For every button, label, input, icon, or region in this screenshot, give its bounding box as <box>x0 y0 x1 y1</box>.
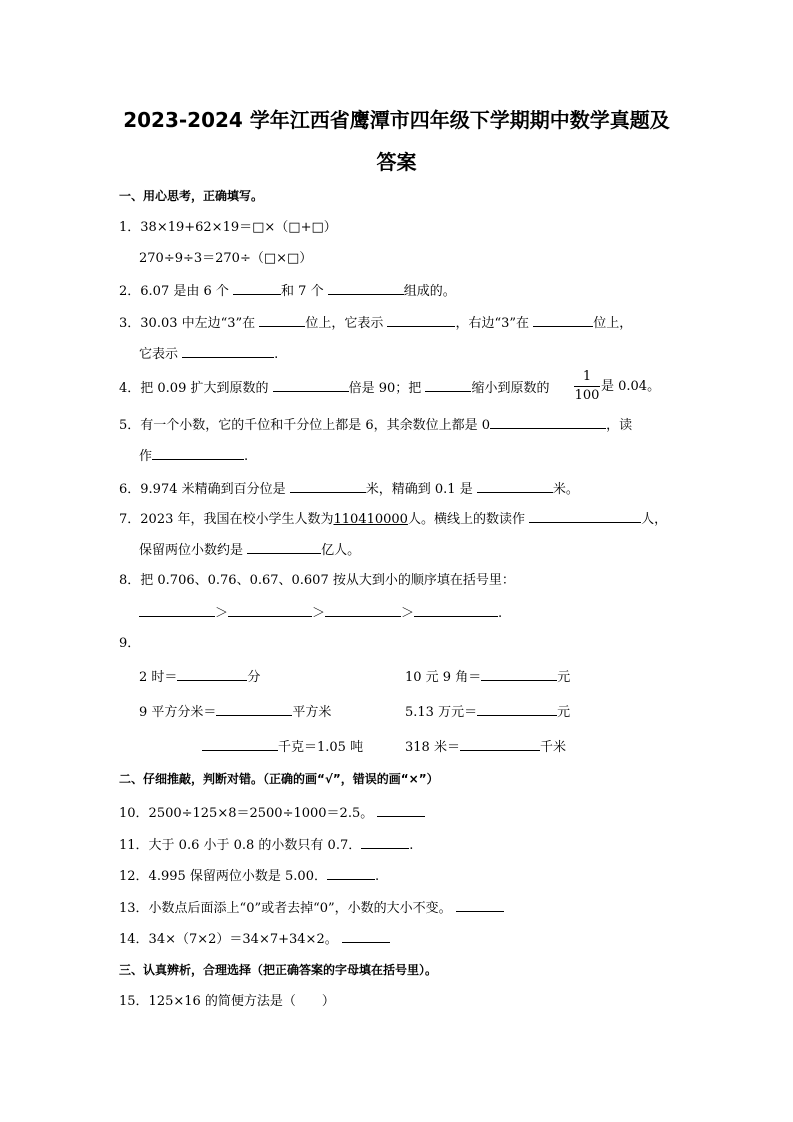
section-2-heading: 二、仔细推敲，判断对错。（正确的画“√”，错误的画“×”） <box>119 772 439 786</box>
q2 <box>119 282 456 300</box>
doc-title-line2: 答案 <box>376 150 417 174</box>
q9-r1-text-c: 10 元 9 角＝ <box>405 670 482 685</box>
q12-blank[interactable] <box>327 867 375 880</box>
q9-r2-text-d: 元 <box>557 705 571 720</box>
q10 <box>119 804 425 822</box>
q9-row2-right <box>405 703 570 721</box>
q3-line2 <box>139 345 278 363</box>
section-3-heading: 三、认真辨析，合理选择（把正确答案的字母填在括号里）。 <box>119 963 438 977</box>
q2-text-c: 组成的。 <box>403 284 456 299</box>
q9-row1-right <box>405 668 570 686</box>
q6-blank-1[interactable] <box>290 480 366 493</box>
q9-r2-text-b: 平方米 <box>292 705 332 720</box>
q2-blank-2[interactable] <box>328 282 404 295</box>
q9-r3-text-b: 千克＝1.05 吨 <box>278 740 364 755</box>
q9-blank-1[interactable] <box>177 668 247 681</box>
q1-line1: 1．38×19+62×19＝□×（□+□） <box>119 220 337 235</box>
q10-text: 10．2500÷125×8＝2500÷1000＝2.5。 <box>119 806 374 821</box>
q8-line2 <box>139 604 502 622</box>
q4-fraction-denominator: 100 <box>574 388 600 403</box>
q5-line2 <box>139 447 248 465</box>
q9-row1-left <box>139 668 260 686</box>
q12-text: 12．4.995 保留两位小数是 5.00． <box>119 869 327 884</box>
q5-blank-2[interactable] <box>152 447 244 460</box>
q11-text: 11．大于 0.6 小于 0.8 的小数只有 0.7． <box>119 838 362 853</box>
q8-blank-4[interactable] <box>414 604 498 617</box>
q9-r2-text-c: 5.13 万元＝ <box>405 705 478 720</box>
q7-blank-2[interactable] <box>247 541 321 554</box>
q13-text: 13．小数点后面添上“0”或者去掉“0”，小数的大小不变。 <box>119 901 452 916</box>
q7-blank-1[interactable] <box>529 510 641 523</box>
q4 <box>119 379 549 397</box>
q13 <box>119 899 504 917</box>
q2-text-b: 和 7 个 <box>281 284 324 299</box>
q9-blank-5[interactable] <box>202 738 278 751</box>
q5-text-b: ，读 <box>606 418 633 433</box>
q11-end: . <box>409 838 414 853</box>
q3-blank-1[interactable] <box>259 314 305 327</box>
q9-r2-text-a: 9 平方分米＝ <box>139 705 217 720</box>
q8-end: . <box>498 606 503 621</box>
q7-text-e: 亿人。 <box>321 543 361 558</box>
q4-fraction <box>574 370 600 403</box>
q9-r3-text-d: 千米 <box>539 740 566 755</box>
q11-blank[interactable] <box>361 836 409 849</box>
q9-r1-text-d: 元 <box>557 670 571 685</box>
q9-blank-6[interactable] <box>460 738 540 751</box>
q4-fraction-bar <box>574 386 600 387</box>
q14-text: 14．34×（7×2）＝34×7+34×2。 <box>119 932 338 947</box>
q5-text-d: . <box>244 449 249 464</box>
q7-underlined-number: 110410000 <box>333 512 408 527</box>
q8-blank-1[interactable] <box>139 604 215 617</box>
q4-text-a: 4．把 0.09 扩大到原数的 <box>119 381 269 396</box>
q3-text-c: ，右边“3”在 <box>455 316 530 331</box>
q3-line1 <box>119 314 632 332</box>
q3-text-a: 3．30.03 中左边“3”在 <box>119 316 256 331</box>
q9-r1-text-b: 分 <box>247 670 261 685</box>
q7-line2 <box>139 541 360 559</box>
q14 <box>119 930 390 948</box>
q3-text-e: 它表示 <box>139 347 179 362</box>
q6 <box>119 480 579 498</box>
q12 <box>119 867 379 885</box>
q12-end: . <box>374 869 380 884</box>
q8-gt-2: ＞ <box>312 606 326 621</box>
q5-text-a: 5．有一个小数，它的千位和千分位上都是 6，其余数位上都是 0 <box>119 418 491 433</box>
q5-line1 <box>119 416 632 434</box>
q11 <box>119 836 413 854</box>
q7-text-c: 人， <box>641 512 668 527</box>
q9-number: 9． <box>119 636 141 651</box>
q3-blank-4[interactable] <box>182 345 274 358</box>
q8-blank-3[interactable] <box>325 604 401 617</box>
q6-text-c: 米。 <box>552 482 579 497</box>
q8-gt-3: ＞ <box>401 606 415 621</box>
q10-blank[interactable] <box>377 804 425 817</box>
q7-line1 <box>119 510 667 528</box>
q14-blank[interactable] <box>342 930 390 943</box>
q8-blank-2[interactable] <box>228 604 312 617</box>
q7-text-d: 保留两位小数约是 <box>139 543 244 558</box>
q4-text-b: 倍是 90；把 <box>348 381 422 396</box>
q9-blank-3[interactable] <box>216 703 292 716</box>
q8-gt-1: ＞ <box>215 606 229 621</box>
q4-text-d: 是 0.04。 <box>601 379 661 394</box>
q4-blank-2[interactable] <box>425 379 471 392</box>
q13-blank[interactable] <box>456 899 504 912</box>
q3-blank-2[interactable] <box>387 314 455 327</box>
q15: 15．125×16 的简便方法是（ ） <box>119 994 335 1009</box>
q4-fraction-numerator: 1 <box>582 369 592 384</box>
q4-blank-1[interactable] <box>273 379 349 392</box>
q6-text-b: 米，精确到 0.1 是 <box>365 482 473 497</box>
q3-text-b: 位上，它表示 <box>305 316 384 331</box>
q9-blank-4[interactable] <box>477 703 557 716</box>
q4-text-c: 缩小到原数的 <box>471 381 550 396</box>
q7-text-a: 7．2023 年，我国在校小学生人数为 <box>119 512 334 527</box>
section-1-heading: 一、用心思考，正确填写。 <box>119 189 264 203</box>
q6-text-a: 6．9.974 米精确到百分位是 <box>119 482 286 497</box>
q9-row3-right <box>405 738 566 756</box>
q5-blank-1[interactable] <box>490 416 606 429</box>
q3-blank-3[interactable] <box>533 314 593 327</box>
q9-blank-2[interactable] <box>481 668 557 681</box>
q3-text-d: 位上， <box>593 316 633 331</box>
q7-text-b: 人。横线上的数读作 <box>407 512 525 527</box>
q9-r3-text-c: 318 米＝ <box>405 740 460 755</box>
q1-line2: 270÷9÷3＝270÷（□×□） <box>139 251 313 266</box>
q5-text-c: 作 <box>139 449 153 464</box>
q9-row2-left <box>139 703 331 721</box>
doc-title-line1: 2023-2024 学年江西省鹰潭市四年级下学期期中数学真题及 <box>123 108 670 132</box>
q9-r1-text-a: 2 时＝ <box>139 670 178 685</box>
q2-blank-1[interactable] <box>233 282 281 295</box>
q3-text-f: . <box>274 347 279 362</box>
q8-line1: 8．把 0.706、0.76、0.67、0.607 按从大到小的顺序填在括号里： <box>119 573 515 588</box>
q6-blank-2[interactable] <box>477 480 553 493</box>
q2-text-a: 2．6.07 是由 6 个 <box>119 284 229 299</box>
q9-row3-left <box>202 738 363 756</box>
